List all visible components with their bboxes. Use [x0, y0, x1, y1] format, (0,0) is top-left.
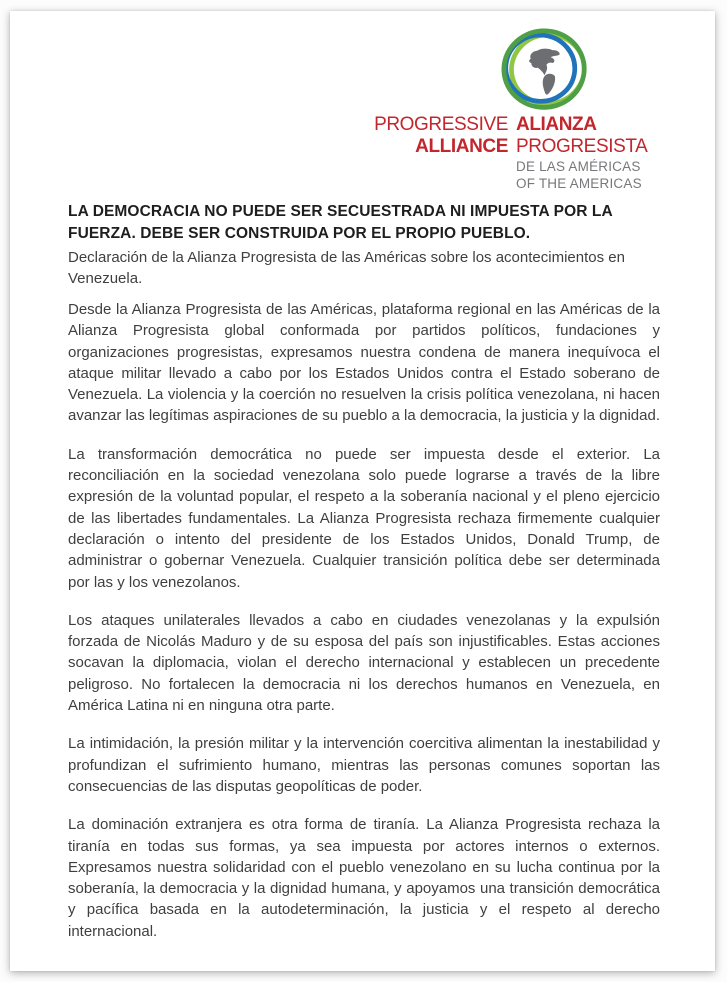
globe-south-america — [543, 74, 555, 95]
declaration-paragraph-2: La transformación democrática no puede ser impuesta desde el exterior. La reconciliación en la sociedad venezolana solo puede lograrse a través de la libre expresión de la voluntad popular, el respeto a la soberanía nacional y el pleno ejercicio de las libertades fundamentales. La Alianza Progresista rechaza firmemente cualquier declaración o intento del presidente de los Estados Unidos, Donald Trump, de administrar o gobernar Venezuela. Cualquier transición política debe ser determinada por las y los venezolanos. — [68, 445, 660, 591]
logo-wordmark-spanish — [516, 114, 647, 192]
logo-text-alianza: ALIANZA — [516, 114, 597, 135]
declaration-paragraph-5: La dominación extranjera es otra forma de tiranía. La Alianza Progresista rechaza la tiranía en todas sus formas, ya sea impuesta por actores internos o externos. Expresamos nuestra solidaridad con el pueblo venezolano en su lucha continua por la soberanía, la democracia y la dignidad humana, y apoyamos una transición democrática y pacífica basada en la autodeterminación, la justicia y el respeto al derecho internacional. — [68, 816, 660, 940]
logo-text-progressive: PROGRESSIVE — [374, 114, 508, 135]
declaration-body — [68, 299, 660, 942]
logo-text-de-las-americas: DE LAS AMÉRICAS — [516, 159, 641, 174]
globe-north-america — [529, 49, 560, 76]
globe-icon — [493, 25, 597, 117]
logo-wordmark-english — [68, 114, 508, 158]
logo-text-of-the-americas: OF THE AMERICAS — [516, 176, 642, 191]
declaration-title: LA DEMOCRACIA NO PUEDE SER SECUESTRADA NI IMPUESTA POR LA FUERZA. DEBE SER CONSTRUIDA POR EL PROPIO PUEBLO. — [68, 203, 613, 242]
document-page — [10, 11, 715, 971]
logo-text-progresista: PROGRESISTA — [516, 136, 648, 157]
logo-text-alliance: ALLIANCE — [415, 136, 508, 157]
organization-logo — [68, 11, 660, 201]
declaration-paragraph-1: Desde la Alianza Progresista de las Américas, plataforma regional en las Américas de la Alianza Progresista global conformada por partidos políticos, fundaciones y organizaciones progresistas, expresamos nuestra condena de manera inequívoca el ataque militar llevado a cabo por los Estados Unidos contra el Estado soberano de Venezuela. La violencia y la coerción no resuelven la crisis política venezolana, ni hacen avanzar las legítimas aspiraciones de su pueblo a la democracia, la justicia y la dignidad. — [68, 301, 660, 425]
declaration-paragraph-4: La intimidación, la presión militar y la intervención coercitiva alimentan la inestabilidad y profundizan el sufrimiento humano, mientras las personas comunes soportan las consecuencias de las disputas geopolíticas de poder. — [68, 735, 660, 795]
declaration-paragraph-3: Los ataques unilaterales llevados a cabo en ciudades venezolanas y la expulsión forzada de Nicolás Maduro y de su esposa del país son injustificables. Estas acciones socavan la diplomacia, violan el derecho internacional y establecen un precedente peligroso. No fortalecen la democracia ni los derechos humanos en Venezuela, en América Latina ni en ninguna otra parte. — [68, 611, 660, 715]
declaration-subtitle: Declaración de la Alianza Progresista de las Américas sobre los acontecimientos en Venezuela. — [68, 249, 625, 287]
